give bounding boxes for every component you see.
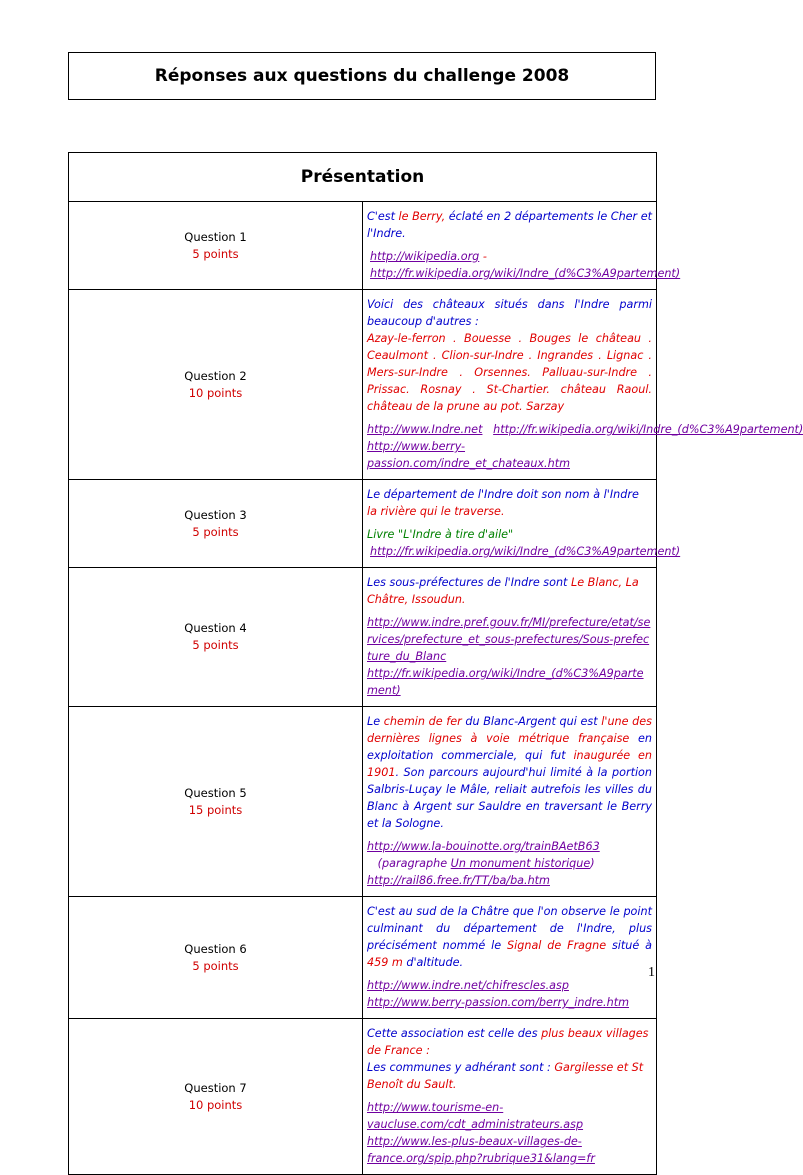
source-link[interactable]: http://www.berry-passion.com/berry_indre.htm xyxy=(367,996,629,1009)
question-cell xyxy=(69,897,363,1019)
table-row xyxy=(69,568,657,707)
table-row xyxy=(69,290,657,480)
title-box xyxy=(68,52,656,100)
answer-text xyxy=(367,1025,652,1093)
source-link[interactable]: http://wikipedia.org xyxy=(370,250,480,263)
answer-cell xyxy=(363,897,657,1019)
question-cell xyxy=(69,1019,363,1175)
table-row xyxy=(69,1019,657,1175)
question-label: Question 4 xyxy=(184,621,247,635)
question-points: 5 points xyxy=(192,958,239,973)
table-row xyxy=(69,480,657,568)
answer-highlight: plus beaux villages de France : xyxy=(367,1027,649,1057)
source-link[interactable]: http://fr.wikipedia.org/wiki/Indre_(d%C3%A9partement) xyxy=(493,423,803,436)
source-link[interactable]: http://fr.wikipedia.org/wiki/Indre_(d%C3%A9partement) xyxy=(370,545,681,558)
paragraph-note-end: ) xyxy=(590,857,595,870)
answer-span: Le xyxy=(367,715,381,728)
source-link[interactable]: http://www.tourisme-en-vaucluse.com/cdt_administrateurs.asp xyxy=(367,1101,584,1131)
answer-span: situé à xyxy=(606,939,653,952)
source-link[interactable]: http://www.indre.pref.gouv.fr/MI/prefecture/etat/services/prefecture_et_sous-prefectures/Sous-prefecture_du_Blanc xyxy=(367,616,651,663)
questions-table xyxy=(68,152,803,1175)
answer-highlight: Signal de Fragne xyxy=(501,939,607,952)
answer-span: Les communes y adhérant sont : xyxy=(367,1061,551,1074)
source-link[interactable]: http://www.Indre.net xyxy=(367,423,483,436)
link-separator: - xyxy=(479,250,487,263)
answer-links xyxy=(367,977,652,1011)
answer-text xyxy=(367,486,652,520)
answer-links xyxy=(367,614,652,699)
answer-highlight: Gargilesse et St Benoît du Sault. xyxy=(367,1061,644,1091)
source-link[interactable]: http://rail86.free.fr/TT/ba/ba.htm xyxy=(367,874,550,887)
answer-span: Cette association est celle des xyxy=(367,1027,538,1040)
answer-links xyxy=(367,838,652,889)
question-label: Question 5 xyxy=(184,785,247,800)
answer-span: Les sous-préfectures de l'Indre sont xyxy=(367,576,568,589)
answer-highlight: inaugurée en 1901 xyxy=(367,749,652,779)
answer-highlight: la rivière qui le traverse. xyxy=(367,505,505,518)
answer-cell xyxy=(363,290,803,480)
question-cell xyxy=(69,290,363,480)
answer-span: . Son parcours aujourd'hui limité à la portion Salbris-Luçay le Mâle, reliait autrefois les villes du Blanc à Argent sur Sauldre en traversant le Berry et la Sologne. xyxy=(367,766,652,830)
paragraph-note: (paragraphe xyxy=(367,857,451,870)
question-points: 10 points xyxy=(188,385,243,400)
answer-links xyxy=(367,248,681,282)
question-points: 5 points xyxy=(192,246,239,261)
answer-text xyxy=(367,713,652,832)
table-header-row xyxy=(69,153,657,202)
answer-text xyxy=(367,903,652,971)
answer-text xyxy=(367,208,652,242)
answer-span: Le département de l'Indre doit son nom à l'Indre xyxy=(367,488,639,501)
table-row xyxy=(69,897,657,1019)
answer-cell xyxy=(363,1019,657,1175)
answer-highlight: Le Blanc, La Châtre, Issoudun. xyxy=(367,576,639,606)
source-link[interactable]: http://www.les-plus-beaux-villages-de-france.org/spip.php?rubrique31&lang=fr xyxy=(367,1135,595,1165)
answer-span: C'est au sud de la Châtre que l'on observe le point culminant du département de l'Indre, plus précisément nommé le xyxy=(367,905,652,952)
answer-span: en exploitation commerciale, qui fut xyxy=(367,732,653,762)
question-points: 10 points xyxy=(188,1097,243,1112)
answer-text xyxy=(367,574,652,608)
table-row xyxy=(69,707,657,897)
source-link[interactable]: http://www.indre.net/chifrescles.asp xyxy=(367,979,569,992)
answer-span: d'altitude. xyxy=(402,956,464,969)
answer-cell xyxy=(363,568,657,707)
answer-highlight: l'une des dernières lignes à voie métrique française xyxy=(367,715,652,745)
question-cell xyxy=(69,202,363,290)
table-row xyxy=(69,202,657,290)
question-label: Question 2 xyxy=(184,368,247,383)
answer-links xyxy=(367,526,681,560)
answer-cell xyxy=(363,202,681,290)
answer-links xyxy=(367,421,803,472)
source-link[interactable]: http://www.berry-passion.com/indre_et_chateaux.htm xyxy=(367,440,570,470)
question-label: Question 3 xyxy=(184,507,247,522)
answer-highlight: 459 m xyxy=(367,956,403,969)
question-label: Question 1 xyxy=(184,229,247,244)
answer-text xyxy=(367,296,652,415)
source-link[interactable]: http://www.la-bouinotte.org/trainBAetB63 xyxy=(367,840,600,853)
question-label: Question 7 xyxy=(184,1080,247,1095)
castle-list: Azay-le-ferron . Bouesse . Bouges le château . Ceaulmont . Clion-sur-Indre . Ingrandes . Lignac . Mers-sur-Indre . Orsennes. Palluau-sur-Indre . Prissac. Rosnay . St-Chartier. château Raoul. château de la prune au pot. Sarzay xyxy=(367,332,652,413)
section-title: Présentation xyxy=(69,153,657,202)
question-cell xyxy=(69,568,363,707)
book-reference: Livre "L'Indre à tire d'aile" xyxy=(367,528,514,541)
page-title: Réponses aux questions du challenge 2008 xyxy=(154,66,570,86)
question-cell xyxy=(69,707,363,897)
answer-span: éclaté en 2 départements le Cher et l'Indre. xyxy=(367,210,652,240)
page-number: 1 xyxy=(648,965,655,980)
question-cell xyxy=(69,480,363,568)
question-points: 5 points xyxy=(192,524,239,539)
answer-cell xyxy=(363,480,681,568)
source-link[interactable]: http://fr.wikipedia.org/wiki/Indre_(d%C3%A9partement) xyxy=(370,267,681,280)
question-points: 15 points xyxy=(188,802,243,817)
paragraph-link[interactable]: Un monument historique xyxy=(450,857,591,870)
question-points: 5 points xyxy=(192,638,239,652)
question-label: Question 6 xyxy=(184,941,247,956)
answer-highlight: chemin de fer xyxy=(380,715,462,728)
source-link[interactable]: http://fr.wikipedia.org/wiki/Indre_(d%C3%A9partement) xyxy=(367,667,644,697)
answer-span: Voici des châteaux situés dans l'Indre parmi beaucoup d'autres : xyxy=(367,298,652,328)
answer-span: C'est xyxy=(367,210,399,223)
answer-span: du Blanc-Argent qui est xyxy=(461,715,598,728)
answer-highlight: le Berry, xyxy=(398,210,446,223)
answer-links xyxy=(367,1099,652,1167)
answer-cell xyxy=(363,707,657,897)
